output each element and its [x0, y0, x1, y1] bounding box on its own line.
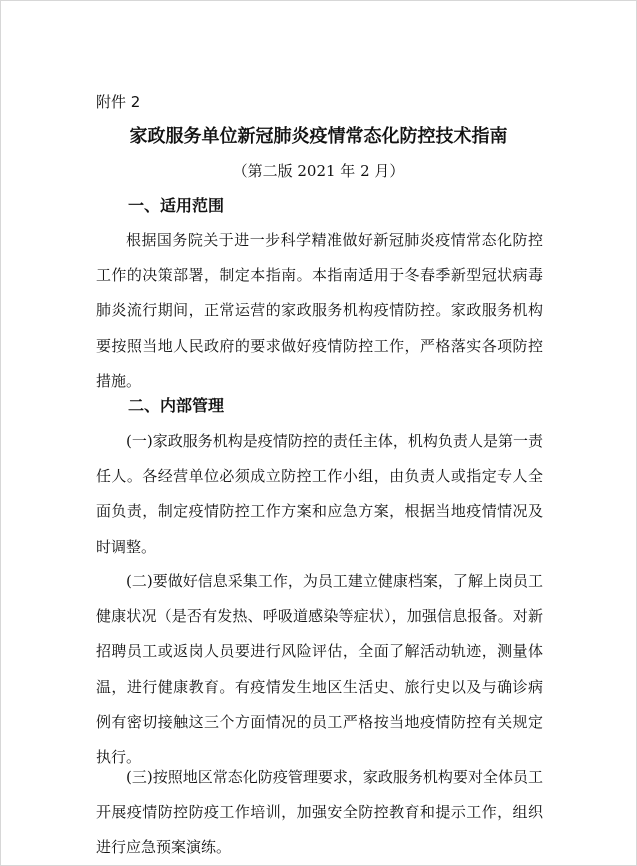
attachment-label: 附件 2	[96, 93, 141, 111]
document-subtitle: （第二版 2021 年 2 月）	[232, 162, 405, 180]
section-heading-scope: 一、适用范围	[128, 196, 225, 215]
section-heading-internal-management: 二、内部管理	[128, 396, 225, 415]
paragraph-internal-management-3: (三)按照地区常态化防疫管理要求，家政服务机构要对全体员工开展疫情防控防疫工作培训，加强安全防控教育和提示工作，组织进行应急预案演练。	[96, 768, 543, 857]
paragraph-internal-management-1: (一)家政服务机构是疫情防控的责任主体，机构负责人是第一责任人。各经营单位必须成立防控工作小组，由负责人或指定专人全面负责，制定疫情防控工作方案和应急方案，根据当地疫情情况及时调整。	[96, 432, 543, 556]
paragraph-scope: 根据国务院关于进一步科学精准做好新冠肺炎疫情常态化防控工作的决策部署，制定本指南。本指南适用于冬春季新型冠状病毒肺炎流行期间，正常运营的家政服务机构疫情防控。家政服务机构要按照当地人民政府的要求做好疫情防控工作，严格落实各项防控措施。	[96, 231, 543, 390]
paragraph-internal-management-2: (二)要做好信息采集工作，为员工建立健康档案，了解上岗员工健康状况（是否有发热、呼吸道感染等症状），加强信息报备。对新招聘员工或返岗人员要进行风险评估，全面了解活动轨迹，测量体温，进行健康教育。有疫情发生地区生活史、旅行史以及与确诊病例有密切接触这三个方面情况的员工严格按当地疫情防控有关规定执行。	[96, 572, 543, 767]
document-title: 家政服务单位新冠肺炎疫情常态化防控技术指南	[129, 126, 508, 147]
